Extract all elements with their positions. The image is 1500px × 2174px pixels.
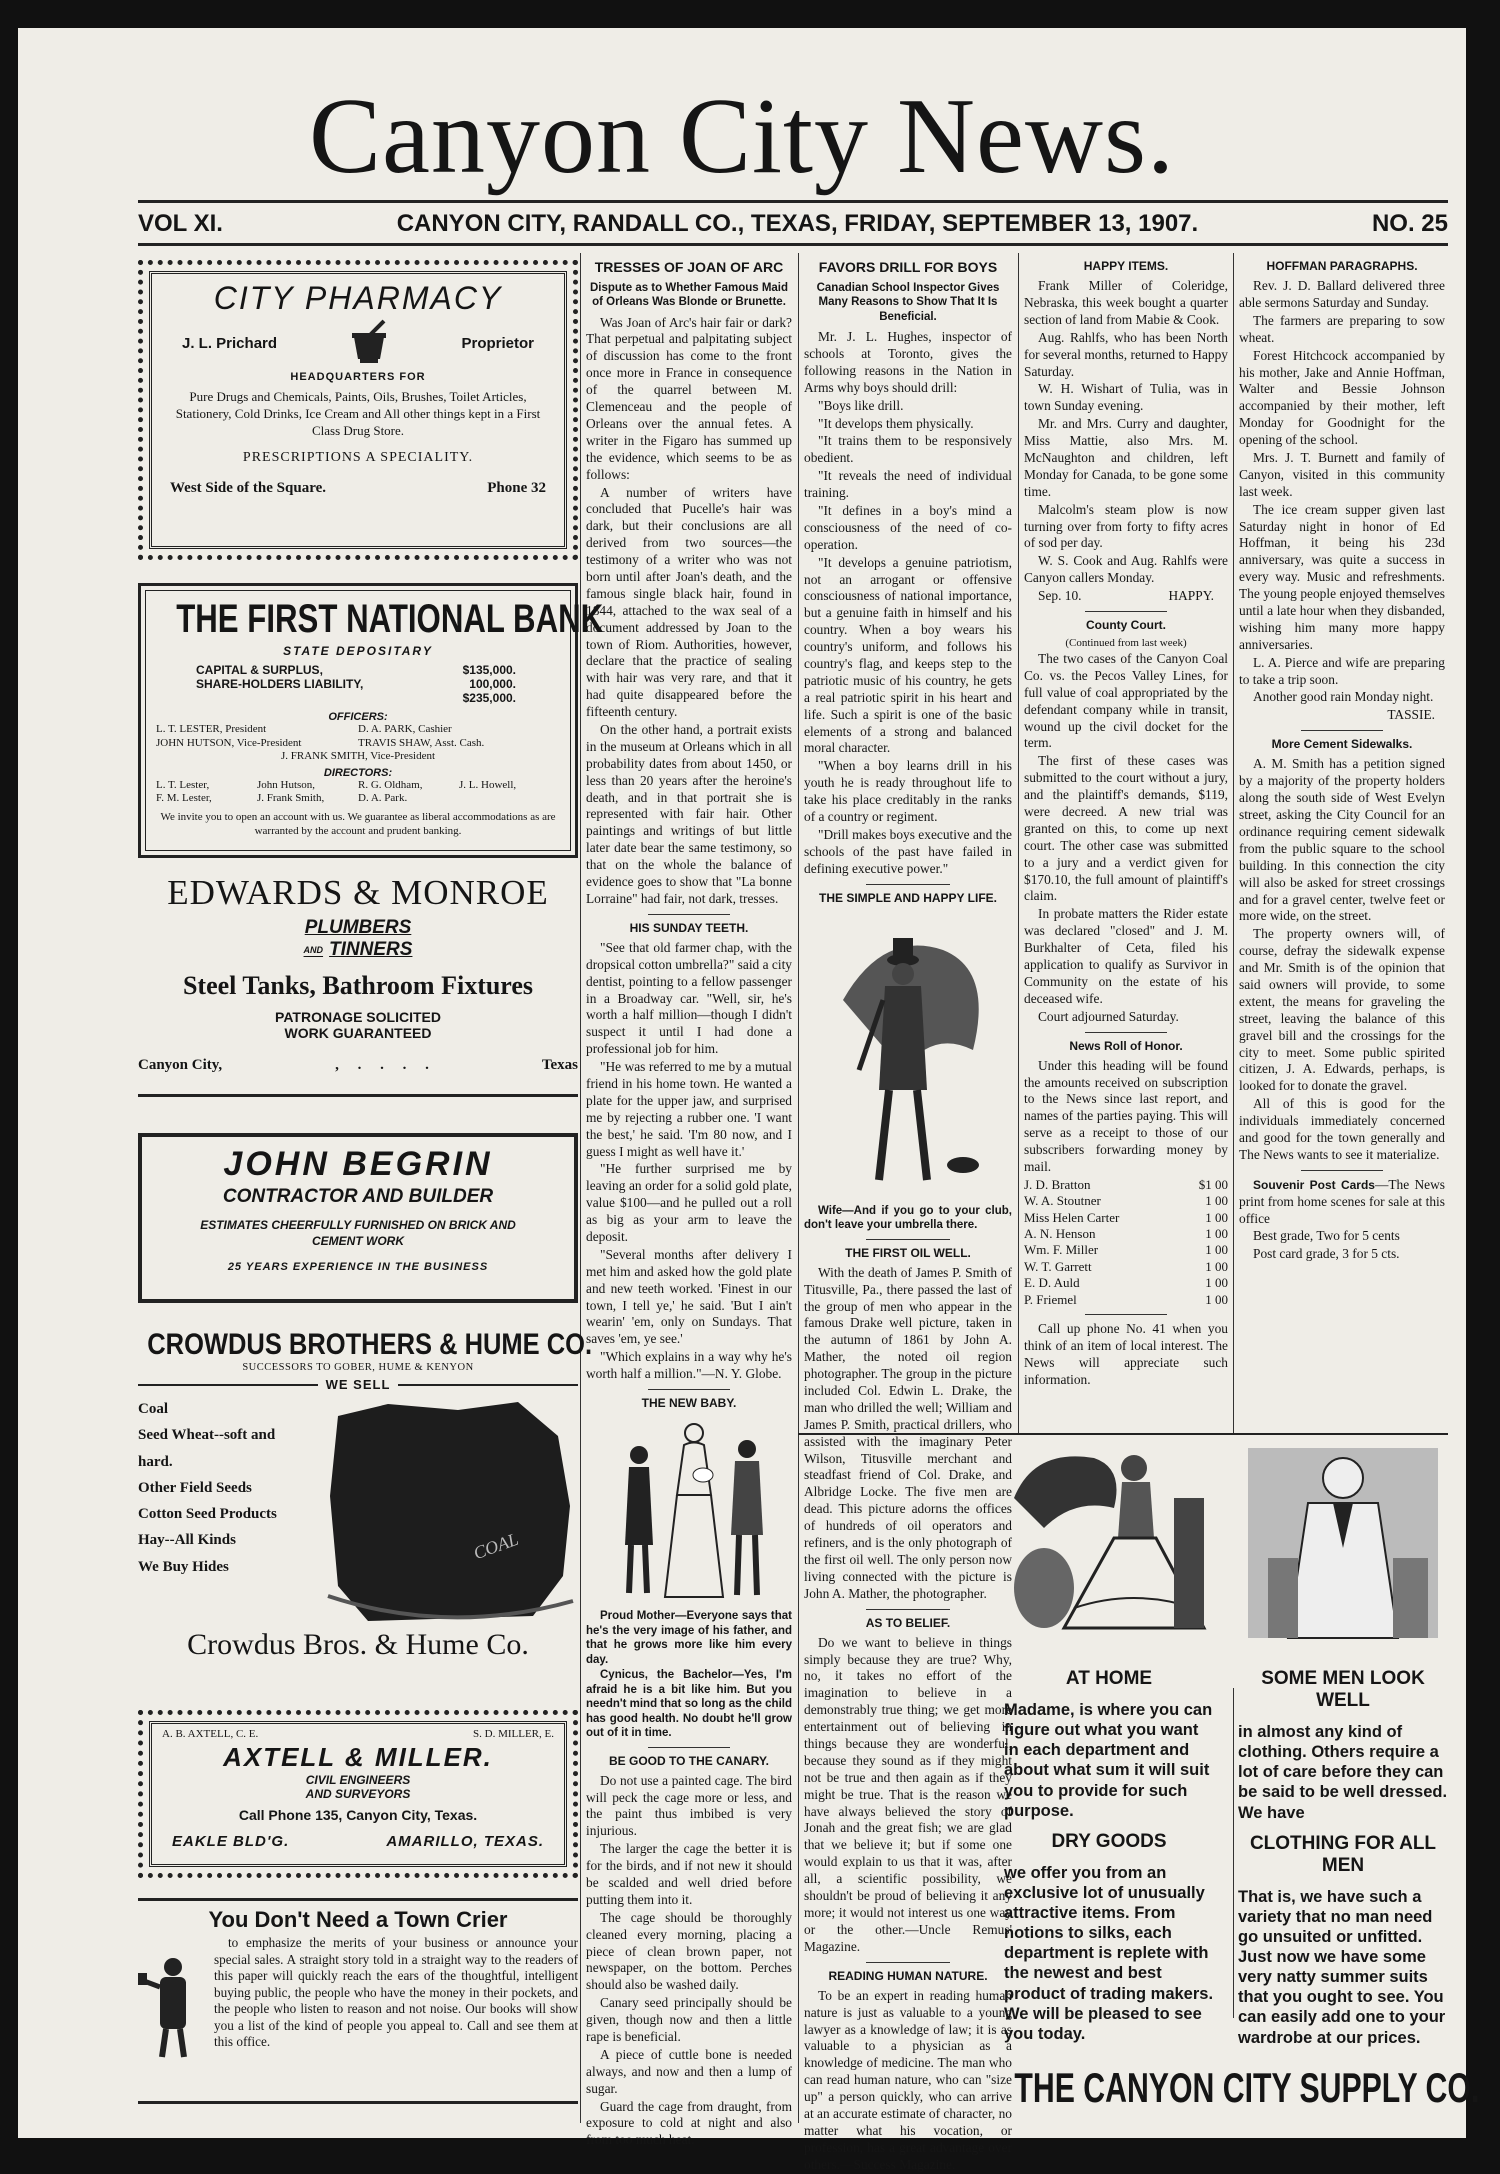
drill-paragraph: Mr. J. L. Hughes, inspector of schools at Toronto, gives the following reasons in the Nation in Arms why boys should drill: — [804, 329, 1012, 395]
happy-paragraph: W. S. Cook and Aug. Rahlfs were Canyon callers Monday. — [1024, 553, 1228, 586]
bank-liability: 100,000. — [469, 676, 516, 691]
at-home-headline: AT HOME — [1065, 1668, 1153, 1689]
mortar-pestle-icon — [346, 321, 392, 365]
teeth-paragraph: "Which explains in a way why he's worth half a million."—N. Y. Globe. — [586, 1349, 792, 1382]
court-headline: County Court. — [1086, 618, 1166, 633]
men-look-well-text: in almost any kind of clothing. Others require a lot of care before they can be said to be well dressed. We have — [1238, 1723, 1448, 1822]
separator — [866, 1239, 949, 1240]
edwards-patronage: PATRONAGE SOLICITED — [275, 1009, 441, 1025]
bank-director: J. Frank Smith, — [257, 792, 325, 805]
men-look-well-headline: SOME MEN LOOK WELL — [1261, 1668, 1425, 1711]
pharmacy-body: Pure Drugs and Chemicals, Paints, Oils, Brushes, Toilet Articles, Stationery, Cold Drinks, Ice Cream and All other things kept in a First Class Drug Store. — [175, 389, 541, 438]
axtell-left: A. B. AXTELL, C. E. — [162, 1728, 259, 1740]
joan-paragraph: Was Joan of Arc's hair fair or dark? That perpetual and palpitating subject of discussion has come to the front once more in France in consequence of the quarrel between M. Clemenceau and the people of Orleans over the annual fetes. A writer in the Figaro has summed up the evidence, which seems to be as follows: — [586, 314, 792, 482]
postcards-text: —The News print from home scenes for sale at this office — [1239, 1176, 1445, 1226]
pharmacy-name: CITY PHARMACY — [213, 280, 503, 316]
edwards-state: Texas — [541, 1057, 578, 1073]
drill-paragraph: "It reveals the need of individual training. — [804, 468, 1012, 501]
drill-headline: FAVORS DRILL FOR BOYS — [818, 259, 998, 275]
edwards-name: EDWARDS & MONROE — [167, 873, 549, 912]
begrin-experience: 25 YEARS EXPERIENCE IN THE BUSINESS — [227, 1261, 489, 1274]
honor-name: E. D. Auld — [1024, 1275, 1080, 1291]
separator — [648, 1747, 730, 1748]
canary-paragraph: The cage should be thoroughly cleaned every morning, placing a piece of clean brown paper, not newspaper, on the bottom. Perches should also be washed daily. — [586, 1909, 792, 1993]
happy-paragraph: W. H. Wishart of Tulia, was in town Sunday evening. — [1024, 381, 1228, 414]
column-3 — [804, 253, 1013, 2172]
ad-rule — [138, 1094, 578, 1097]
separator — [866, 1609, 949, 1610]
axtell-right: S. D. MILLER, E. — [473, 1728, 554, 1740]
baby-caption: Proud Mother—Everyone says that he's the very image of his father, and that he grows more like him every day. — [586, 1610, 792, 1666]
separator — [866, 1962, 949, 1963]
joan-headline: TRESSES OF JOAN OF ARC — [594, 259, 784, 275]
honor-amount: 1 00 — [1205, 1275, 1228, 1291]
begrin-estimates: ESTIMATES CHEERFULLY FURNISHED ON BRICK AND CEMENT WORK — [200, 1218, 516, 1248]
separator — [1085, 1032, 1167, 1033]
drill-paragraph: "When a boy learns drill in his youth he is ready throughout life to take his place creditably in the ranks of a country or regiment. — [804, 758, 1012, 825]
hoffman-headline: HOFFMAN PARAGRAPHS. — [1266, 259, 1418, 273]
canyon-city-supply-ad — [1004, 1438, 1480, 2118]
hoffman-paragraph: Rev. J. D. Ballard delivered three able sermons Saturday and Sunday. — [1239, 278, 1445, 310]
crowdus-footer: Crowdus Bros. & Hume Co. — [187, 1628, 529, 1661]
postcards-lead: Souvenir Post Cards — [1253, 1177, 1375, 1192]
issue-number: NO. 25 — [1371, 210, 1448, 237]
separator — [1085, 1314, 1167, 1315]
edwards-guarantee: WORK GUARANTEED — [284, 1025, 432, 1041]
happy-date: Sep. 10. — [1038, 588, 1082, 604]
honor-row — [1024, 1177, 1228, 1193]
edwards-plumbers: PLUMBERS — [304, 917, 412, 938]
bank-director: R. G. Oldham, — [358, 778, 423, 791]
canary-paragraph: Do not use a painted cage. The bird will peck the cage more or less, and the paint thus imbibed is very injurious. — [586, 1772, 792, 1839]
joan-paragraph: A number of writers have concluded that Pucelle's hair was dark, but their conclusions are all derived from two sources—the testimony of a writer who was not born until after Joan's death, and the famous single black hair, found in 1844, attached to the wax seal of a document addressed by Joan to the town of Riom. Authorities, however, declare that the practice of sealing with hair was very rare, and that it had quite disappeared before the fifteenth century. — [586, 484, 792, 720]
bank-director: F. M. Lester, — [156, 792, 212, 805]
teeth-headline: HIS SUNDAY TEETH. — [629, 920, 749, 935]
lady-shopping-illustration — [1004, 1438, 1214, 1648]
crowdus-ad — [138, 1328, 593, 1698]
bank-director: D. A. Park. — [358, 792, 408, 805]
hoffman-paragraph: The ice cream supper given last Saturday night in honor of Ed Hoffman, it being his 23d anniversary, was quite a success in every way. Music and refreshments. The young people enjoyed themselves until a late hour when they disbanded, wishing him many more happy anniversaries. — [1239, 501, 1445, 652]
honor-amount: 1 00 — [1205, 1209, 1228, 1225]
column-divider — [1233, 253, 1234, 1433]
john-begrin-ad — [138, 1133, 578, 1303]
bank-tag: STATE DEPOSITARY — [283, 644, 433, 658]
postcards-best: Best grade, Two for 5 cents — [1253, 1228, 1400, 1244]
canary-paragraph: Canary seed principally should be given, though now and then a little rape is beneficial. — [586, 1995, 792, 2044]
crowdus-name: CROWDUS BROTHERS & HUME CO. — [147, 1328, 593, 1361]
hoffman-paragraph: L. A. Pierce and wife are preparing to take a trip soon. — [1239, 654, 1445, 687]
clothing-headline: CLOTHING FOR ALL MEN — [1249, 1832, 1437, 1876]
edwards-goods: Steel Tanks, Bathroom Fixtures — [182, 971, 534, 1000]
sidewalks-paragraph: A. M. Smith has a petition signed by a majority of the property holders along the south side of West Evelyn street, asking the City Council for an ordinance requiring cement sidewalk from the public square to the school building. In this connection the city will also be asked for street crossings and for a gravel center, twelve feet or more wide, on the street. — [1239, 756, 1445, 924]
place-date: CANYON CITY, RANDALL CO., TEXAS, FRIDAY, SEPTEMBER 13, 1907. — [396, 210, 1199, 237]
teeth-paragraph: "See that old farmer chap, with the dropsical cotton umbrella?" said a city dentist, pointing to a fellow passenger in a Broadway car. "Well, sir, he's worth a half million—though I didn't suspect it until I had done a professional job for him. — [586, 939, 792, 1057]
honor-name: Miss Helen Carter — [1024, 1209, 1120, 1225]
court-paragraph: The two cases of the Canyon Coal Co. vs. the Pecos Valley Lines, for full value of coal appropriated by the defendant company while in transit, wound up the civil docket for the term. — [1024, 651, 1228, 751]
separator — [648, 914, 730, 915]
honor-row — [1024, 1242, 1228, 1258]
dateline-rule — [138, 243, 1448, 246]
column-2 — [586, 253, 792, 2148]
hoffman-paragraph: Forest Hitchcock accompanied by his mother, Jake and Annie Hoffman, Walter and Bessie Johnson accompanied by their mother, left Monday for Goodnight for the opening of the school. — [1239, 347, 1445, 448]
bank-liability-label: SHARE-HOLDERS LIABILITY, — [196, 676, 364, 691]
bank-director: L. T. Lester, — [156, 778, 210, 791]
honor-intro: Under this heading will be found the amounts received on subscription to the News since last report, and names of the parties paying. This will serve as a receipt to those of our subscribers forwarding money by mail. — [1024, 1057, 1228, 1175]
reading-headline: READING HUMAN NATURE. — [828, 1968, 988, 1983]
baby-caption: Cynicus, the Bachelor—Yes, I'm afraid he is a bit like him. But you needn't mind that so long as the child has good health. No doubt he'll grow out of it in time. — [586, 1669, 792, 1740]
teeth-paragraph: "He further surprised me by leaving an order for a solid gold plate, value $100—and he pulled out a roll as big as your arm to leave the deposit. — [586, 1161, 792, 1245]
axtell-city: AMARILLO, TEXAS. — [386, 1833, 544, 1850]
court-paragraph: Court adjourned Saturday. — [1038, 1008, 1179, 1024]
pharmacy-location: West Side of the Square. — [170, 479, 326, 496]
axtell-miller-ad — [138, 1710, 578, 1878]
honor-name: Wm. F. Miller — [1024, 1242, 1099, 1258]
honor-name: A. N. Henson — [1024, 1226, 1096, 1242]
honor-name: J. D. Bratton — [1024, 1176, 1091, 1192]
separator — [1301, 1170, 1383, 1171]
belief-headline: AS TO BELIEF. — [865, 1615, 951, 1630]
sidewalks-paragraph: All of this is good for the individuals immediately concerned and good for the town generally and The News wants to see it materialize. — [1239, 1096, 1445, 1162]
axtell-phone: Call Phone 135, Canyon City, Texas. — [238, 1807, 478, 1823]
court-paragraph: In probate matters the Rider estate was declared "closed" and J. M. Burkhalter of Ceta, filed his application to qualify as Survivor in Community on the estate of his deceased wife. — [1024, 906, 1228, 1006]
edwards-city: Canyon City, — [138, 1057, 223, 1073]
city-pharmacy-ad — [138, 260, 578, 560]
honor-amount: 1 00 — [1205, 1291, 1228, 1307]
column-divider — [1018, 253, 1019, 1433]
belief-paragraph: Do we want to believe in things simply because they are true? Why, no, it takes no effort of the imagination to believe in a demonstrably true thing; we get more entertainment out of believing in things because they are wonderful, because they sound as if they might not be true and then again as if they might be true. That is the reason we have always believed the story of Jonah and the great fish; we are glad that we believe it; but if some one would explain to us that it was, after all, a scientific possibility, we shouldn't be proud of believing it any more; it would not interest us one way or the other.—Uncle Remus' Magazine. — [804, 1634, 1012, 1954]
honor-row — [1024, 1259, 1228, 1275]
honor-name: P. Friemel — [1024, 1291, 1077, 1307]
honor-row — [1024, 1275, 1228, 1291]
happy-headline: HAPPY ITEMS. — [1083, 259, 1169, 273]
store-footer: THE CANYON CITY SUPPLY CO. — [1014, 2063, 1480, 2111]
honor-amount: 1 00 — [1205, 1226, 1228, 1242]
separator — [866, 884, 949, 885]
happy-paragraph: Malcolm's steam plow is now turning over from forty to fifty acres of sod per day. — [1024, 501, 1228, 551]
honor-amount: 1 00 — [1205, 1242, 1228, 1258]
bank-name: THE FIRST NATIONAL BANK — [176, 597, 604, 641]
happy-paragraph: Mr. and Mrs. Curry and daughter, Miss Mattie, also Mrs. M. McNaughton and children, left Monday for Canada, to be gone some time. — [1024, 416, 1228, 499]
bank-officer: L. T. LESTER, President — [156, 723, 267, 736]
oil-well-paragraph: With the death of James P. Smith of Titusville, Pa., there passed the last of the group of men who appear in the famous Drake well picture, taken in the autumn of 1861 by John A. Mather, the noted oil region photographer. The group in the picture included Col. Edwin L. Drake, the man who drilled the well; William and James P. Smith, practical drillers, who assisted with the imaginary Peter Wilson, Titusville merchant and steadfast friend of Col. Drake, and Albridge Locke. The five men are dead. This picture adorns the offices of hundreds of oil operators and refiners, and is the only photograph of the first oil well. The only person now living connected with the picture is John A. Mather, the photographer. — [804, 1264, 1012, 1601]
honor-row — [1024, 1292, 1228, 1308]
crowdus-item: Hay--All Kinds — [138, 1532, 236, 1549]
crowdus-item: Coal — [138, 1401, 168, 1417]
hoffman-paragraph: The farmers are preparing to sow wheat. — [1239, 312, 1445, 345]
honor-name: W. T. Garrett — [1024, 1258, 1092, 1274]
column-divider — [798, 253, 799, 2123]
honor-amount: 1 00 — [1205, 1193, 1228, 1209]
town-crier-ad — [138, 1898, 578, 2104]
simple-life-caption: Wife—And if you go to your club, don't leave your umbrella there. — [804, 1204, 1012, 1232]
joan-paragraph: On the other hand, a portrait exists in the museum at Orleans which in all probability dates from about 1450, or less than 20 years after the heroine's death, and in that portrait she is represented with fair hair. Other paintings and writings of but little later date bear the same testimony, so that on the whole the balance of evidence goes to show that "La bonne Lorraine" had fair, not dark, tresses. — [586, 721, 792, 906]
pharmacy-phone: Phone 32 — [487, 479, 546, 496]
canary-headline: BE GOOD TO THE CANARY. — [608, 1753, 769, 1768]
oil-well-headline: THE FIRST OIL WELL. — [845, 1245, 971, 1260]
bank-capital: $135,000. — [462, 663, 516, 677]
simple-life-headline: THE SIMPLE AND HAPPY LIFE. — [818, 890, 998, 905]
drill-paragraph: "It defines in a boy's mind a consciousness of the need of co-operation. — [804, 502, 1012, 552]
coal-label: COAL — [470, 1528, 521, 1564]
bank-capital-label: CAPITAL & SURPLUS, — [196, 663, 323, 677]
dry-goods-headline: DRY GOODS — [1051, 1830, 1167, 1852]
drill-subhead: Canadian School Inspector Gives Many Reasons to Show That It Is Beneficial. — [816, 281, 1000, 323]
canary-paragraph: A piece of cuttle bone is needed always, and now and then a lump of sugar. — [586, 2046, 792, 2096]
leader-dots: , . . . . — [335, 1057, 429, 1073]
joan-subhead: Dispute as to Whether Famous Maid of Orleans Was Blonde or Brunette. — [589, 281, 789, 309]
pharmacy-role: Proprietor — [461, 334, 534, 352]
bank-director: John Hutson, — [257, 778, 316, 791]
store-ad-rule — [798, 1433, 1448, 1435]
axtell-title-2: AND SURVEYORS — [305, 1787, 411, 1801]
new-baby-illustration — [599, 1415, 779, 1605]
volume: VOL XI. — [138, 210, 223, 237]
honor-roll — [1024, 1177, 1228, 1308]
drill-paragraph: "It trains them to be responsively obedient. — [804, 433, 1012, 466]
axtell-title-1: CIVIL ENGINEERS — [305, 1773, 411, 1787]
hoffman-paragraph: Mrs. J. T. Burnett and family of Canyon, visited in this community last week. — [1239, 450, 1445, 499]
happy-paragraph: Aug. Rahlfs, who has been North for several months, returned to Happy Saturday. — [1024, 329, 1228, 379]
crowdus-item: Cotton Seed Products — [138, 1506, 277, 1522]
hoffman-paragraph: Another good rain Monday night. — [1253, 689, 1434, 705]
sidewalks-paragraph: The property owners will, of course, defray the sidewalk expense and Mr. Smith is of the opinion that said owners will provide, to some extent, the means for graveling the street, leaving the balance of this gravel bill and the crossings for the city to meet. Some public spirited citizen, J. A. Edwards, perhaps, is looked for to donate the gravel. — [1239, 926, 1445, 1094]
hoffman-signature: TASSIE. — [1387, 707, 1435, 723]
man-in-suit-illustration — [1238, 1438, 1448, 1648]
bank-officer: TRAVIS SHAW, Asst. Cash. — [358, 736, 485, 749]
column-divider — [580, 253, 581, 2123]
begrin-title: CONTRACTOR AND BUILDER — [222, 1186, 494, 1207]
crowdus-we-sell: WE SELL — [325, 1377, 391, 1392]
happy-paragraph: Frank Miller of Coleridge, Nebraska, this week bought a quarter section of land from Mabie & Cook. — [1024, 278, 1228, 327]
dateline — [138, 210, 1448, 238]
at-home-text: Madame, is where you can figure out what you want in each department and about what sum it will suit you to provide for such purpose. — [1004, 1701, 1213, 1820]
baby-headline: THE NEW BABY. — [641, 1396, 737, 1411]
axtell-name: AXTELL & MILLER. — [223, 1742, 493, 1772]
sidewalks-headline: More Cement Sidewalks. — [1271, 737, 1413, 752]
drill-paragraph: "It develops a genuine patriotism, not an arrogant or offensive consciousness of national importance, but a genuine faith in himself and his country. When a boy wears his country's uniform, and follows his country's flag, and keeps step to the patriotic music of his country, he gets a real patriotic spirit in his heart and life. Such a spirit is one of the basic elements of a strong and balanced moral character. — [804, 554, 1012, 756]
axtell-building: EAKLE BLD'G. — [172, 1833, 290, 1850]
pharmacy-owner: J. L. Prichard — [182, 334, 278, 352]
clothing-text: That is, we have such a variety that no man need go unsuited or unfitted. Just now we have some very natty summer suits that you ought to see. You can easily add one to your wardrobe at our prices. — [1238, 1887, 1446, 2047]
crowdus-successors: SUCCESSORS TO GOBER, HUME & KENYON — [242, 1362, 474, 1373]
simple-life-illustration — [823, 910, 993, 1200]
court-subhead: (Continued from last week) — [1065, 637, 1187, 650]
happy-signature: HAPPY. — [1168, 588, 1214, 604]
separator — [648, 1389, 730, 1390]
dry-goods-text: we offer you from an exclusive lot of unusually attractive items. From notions to silks, each department is replete with the newest and best product of trading makers. We will be pleased to see you today. — [1004, 1863, 1214, 2043]
edwards-monroe-ad — [138, 873, 578, 1123]
crowdus-item: We Buy Hides — [138, 1558, 229, 1575]
crier-body: to emphasize the merits of your business or announce your special sales. A straight story told in a straight way to the readers of this paper will quickly reach the ears of the thoughtful, intelligent buying public, the people who have the money in their pockets, and the people who listen to reason and not noise. Our books will show you a list of the kind of people you appeal to. Call and see them at this office. — [214, 1935, 578, 2049]
coal-pile-illustration — [308, 1396, 578, 1626]
edwards-tinners: TINNERS — [329, 939, 413, 960]
column-5 — [1239, 253, 1445, 1428]
pharmacy-specialty: PRESCRIPTIONS A SPECIALITY. — [242, 449, 474, 465]
bank-officer: D. A. PARK, Cashier — [358, 723, 452, 736]
town-crier-figure — [138, 1953, 208, 2063]
masthead-rule — [138, 200, 1448, 203]
pharmacy-hq: HEADQUARTERS FOR — [290, 371, 426, 383]
drill-paragraph: "Drill makes boys executive and the schools of the past have failed in defining executive power." — [804, 826, 1012, 876]
bank-director: J. L. Howell, — [459, 778, 517, 791]
bank-invite: We invite you to open an account with us. We guarantee as liberal accommodations as are warranted by the account and prudent banking. — [160, 811, 556, 837]
crowdus-item: Other Field Seeds — [138, 1479, 252, 1496]
honor-row — [1024, 1210, 1228, 1226]
teeth-paragraph: "Several months after delivery I met him and asked how the gold plate and new teeth worked. 'Finest in our town, I tell ye,' he said. 'But I ain't wearin' 'em, only on Sundays. That saves 'em, ye see.' — [586, 1246, 792, 1347]
postcards-post: Post card grade, 3 for 5 cts. — [1253, 1246, 1400, 1262]
honor-amount: 1 00 — [1205, 1258, 1228, 1274]
honor-headline: News Roll of Honor. — [1069, 1038, 1183, 1053]
bank-directors-heading: DIRECTORS: — [323, 766, 393, 779]
honor-name: W. A. Stoutner — [1024, 1193, 1101, 1209]
honor-amount: $1 00 — [1198, 1176, 1228, 1192]
first-national-bank-ad — [138, 583, 604, 858]
canary-paragraph: Guard the cage from draught, from exposure to cold at night and also from too much heat. — [586, 2098, 792, 2148]
teeth-paragraph: "He was referred to me by a mutual friend in his home town. He wanted a plate for the upper jaw, and surprised me by rejecting a rubber one. 'I want the best,' he said. 'I'm 80 now, and I guess I might as well have it.' — [586, 1059, 792, 1159]
begrin-name: JOHN BEGRIN — [223, 1145, 493, 1183]
edwards-and: AND — [303, 944, 324, 955]
honor-row — [1024, 1226, 1228, 1242]
reading-paragraph: To be an expert in reading human nature is just as valuable to a young lawyer as a knowledge of law; it is as valuable to a physician as a knowledge of medicine. The man who can read human nature, who can "size up" a person quickly, who can arrive at an accurate estimate of character, no matter what his vocation, or profession, has a great advantage over others.—Success Magazine. — [804, 1987, 1013, 2172]
drill-paragraph: "Boys like drill. — [818, 397, 904, 413]
bank-officer: J. FRANK SMITH, Vice-President — [280, 749, 436, 762]
canary-paragraph: The larger the cage the better it is for the birds, and if not new it should be scalded and well dried before putting them into it. — [586, 1841, 792, 1907]
court-paragraph: The first of these cases was submitted to the court without a jury, and the plaintiff's demands, $119, were decreed. A new trial was granted on this, to come up next court. The other case was submitted to a jury and a verdict given for $170.10, the full amount of plaintiff's claim. — [1024, 753, 1228, 904]
column-4 — [1024, 253, 1228, 1428]
honor-row — [1024, 1193, 1228, 1209]
drill-paragraph: "It develops them physically. — [818, 415, 974, 431]
crowdus-item: Seed Wheat--soft and hard. — [138, 1427, 276, 1470]
bank-officers-heading: OFFICERS: — [328, 711, 388, 724]
honor-outro: Call up phone No. 41 when you think of an item of local interest. The News will appreciate such information. — [1024, 1320, 1228, 1387]
masthead: Canyon City News. — [309, 77, 1175, 196]
newspaper-page — [18, 28, 1480, 2172]
separator — [1301, 730, 1383, 731]
bank-officer: JOHN HUTSON, Vice-President — [156, 736, 302, 749]
bank-total: $235,000. — [462, 690, 516, 705]
crier-title: You Don't Need a Town Crier — [208, 1907, 508, 1932]
separator — [1085, 611, 1167, 612]
